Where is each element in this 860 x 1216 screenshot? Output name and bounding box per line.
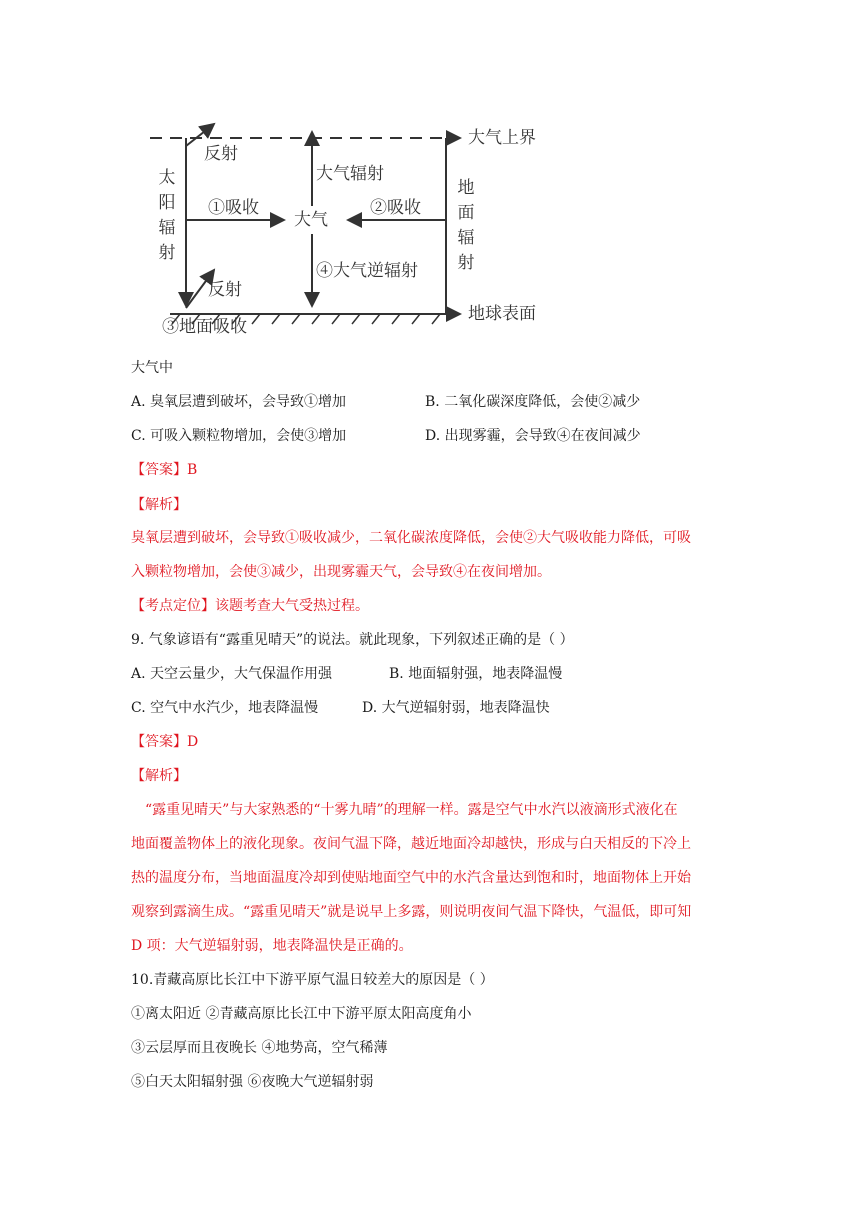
q9-analysis-line-3: 热的温度分布，当地面温度冷却到使贴地面空气中的水汽含量达到饱和时，地面物体上开始 [131, 870, 691, 886]
q9-option-d: D. 大气逆辐射弱，地表降温快 [362, 700, 550, 716]
q10-stem: 10.青藏高原比长江中下游平原气温日较差大的原因是（ ） [131, 972, 494, 988]
q9-analysis-line-4: 观察到露滴生成。“露重见晴天”就是说早上多露，则说明夜间气温下降快，气温低，即可知 [131, 904, 692, 920]
q9-analysis-line-1: “露重见晴天”与大家熟悉的“十雾九晴”的理解一样。露是空气中水汽以液滴形式液化在 [145, 802, 678, 818]
q9-analysis-title: 【解析】 [131, 768, 187, 784]
q9-stem: 9. 气象谚语有“露重见晴天”的说法。就此现象，下列叙述正确的是（ ） [131, 632, 574, 648]
q10-line-2: ③云层厚而且夜晚长 ④地势高，空气稀薄 [131, 1040, 388, 1056]
q8-analysis-line-2: 入颗粒物增加，会使③减少，出现雾霾天气，会导致④在夜间增加。 [131, 564, 551, 580]
q10-line-3: ⑤白天太阳辐射强 ⑥夜晚大气逆辐射弱 [131, 1074, 374, 1090]
q8-option-c: C. 可吸入颗粒物增加，会使③增加 [131, 428, 347, 444]
q8-kaodian: 【考点定位】该题考查大气受热过程。 [131, 598, 369, 614]
surface-label: 地球表面 [468, 304, 536, 324]
ground-radiation-label: 地面辐射 [457, 178, 475, 273]
absorb-2-label: ②吸收 [370, 198, 421, 218]
ground-absorb-label: ③地面吸收 [162, 317, 247, 337]
q9-analysis-line-5: D 项：大气逆辐射弱，地表降温快是正确的。 [131, 938, 413, 954]
q8-option-b: B. 二氧化碳深度降低，会使②减少 [425, 394, 641, 410]
atmosphere-label: 大气 [294, 210, 328, 230]
q10-line-1: ①离太阳近 ②青藏高原比长江中下游平原太阳高度角小 [131, 1006, 472, 1022]
q9-option-a: A. 天空云量少，大气保温作用强 [131, 666, 333, 682]
reflection-top-label: 反射 [204, 144, 238, 164]
atmosphere-heating-diagram [150, 118, 570, 340]
q8-option-d: D. 出现雾霾，会导致④在夜间减少 [425, 428, 641, 444]
q9-answer: 【答案】D [131, 734, 199, 750]
q8-analysis-title: 【解析】 [131, 497, 187, 513]
q8-analysis-line-1: 臭氧层遭到破坏，会导致①吸收减少，二氧化碳浓度降低，会使②大气吸收能力降低，可吸 [131, 530, 691, 546]
counter-radiation-label: ④大气逆辐射 [316, 261, 418, 281]
q9-option-c: C. 空气中水汽少，地表降温慢 [131, 700, 319, 716]
absorb-1-label: ①吸收 [208, 198, 259, 218]
q9-analysis-line-2: 地面覆盖物体上的液化现象。夜间气温下降，越近地面冷却越快，形成与白天相反的下冷上 [131, 836, 691, 852]
q8-option-a: A. 臭氧层遭到破坏，会导致①增加 [131, 394, 347, 410]
q8-stem: 大气中 [131, 360, 173, 376]
q8-answer: 【答案】B [131, 462, 198, 478]
atmospheric-radiation-label: 大气辐射 [316, 164, 384, 184]
reflection-bottom-label: 反射 [208, 280, 242, 300]
q9-option-b: B. 地面辐射强，地表降温慢 [389, 666, 563, 682]
top-boundary-label: 大气上界 [468, 128, 536, 148]
solar-radiation-label: 太阳辐射 [158, 168, 176, 263]
